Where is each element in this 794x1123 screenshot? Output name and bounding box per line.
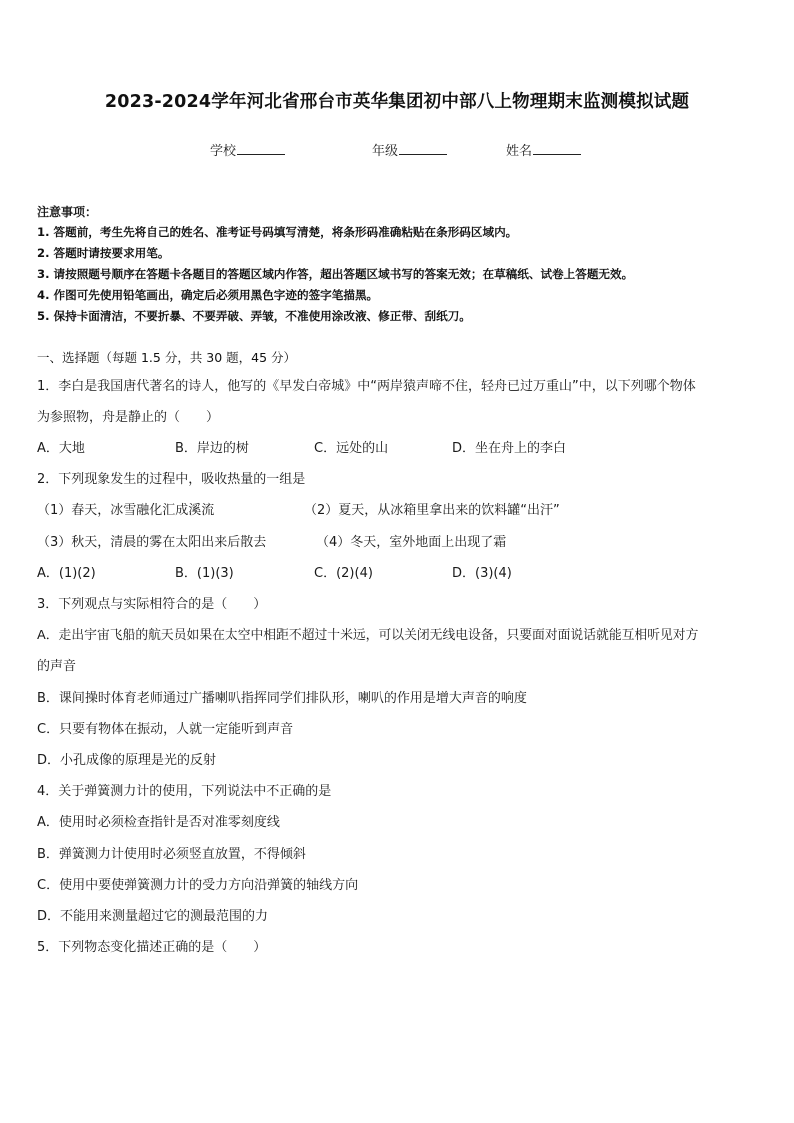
grade-blank <box>399 142 447 155</box>
name-blank <box>533 142 581 155</box>
notice-item: 2. 答题时请按要求用笔。 <box>37 246 170 260</box>
question-4-option-d: D．不能用来测量超过它的测最范围的力 <box>37 909 269 924</box>
question-1-option-b: B．岸边的树 <box>175 441 249 456</box>
question-5-stem: 5．下列物态变化描述正确的是（ ） <box>37 940 267 955</box>
notice-item: 3. 请按照题号顺序在答题卡各题目的答题区域内作答，超出答题区域书写的答案无效；在草稿纸、试卷上答题无效。 <box>37 267 634 281</box>
question-3-option-c: C．只要有物体在振动，人就一定能听到声音 <box>37 722 294 737</box>
question-4-stem: 4．关于弹簧测力计的使用，下列说法中不正确的是 <box>37 784 332 799</box>
name-field <box>506 140 581 159</box>
question-2-sub-2: （2）夏天，从冰箱里拿出来的饮料罐“出汗” <box>304 503 560 518</box>
notice-item: 5. 保持卡面清洁，不要折暴、不要弄破、弄皱，不准使用涂改液、修正带、刮纸刀。 <box>37 309 471 323</box>
page-title: 2023-2024学年河北省邢台市英华集团初中部八上物理期末监测模拟试题 <box>104 92 690 112</box>
question-3-option-b: B．课间操时体育老师通过广播喇叭指挥同学们排队形，喇叭的作用是增大声音的响度 <box>37 691 527 706</box>
question-1-option-c: C．远处的山 <box>314 441 389 456</box>
school-label: 学校 <box>210 144 237 159</box>
question-1-option-a: A．大地 <box>37 441 85 456</box>
question-2-option-b: B．(1)(3) <box>175 566 234 581</box>
section-heading: 一、选择题（每题 1.5 分，共 30 题，45 分） <box>37 350 297 365</box>
notice-item: 1. 答题前，考生先将自己的姓名、准考证号码填写清楚，将条形码准确粘贴在条形码区域内。 <box>37 225 518 239</box>
question-2-option-c: C．(2)(4) <box>314 566 373 581</box>
school-blank <box>237 142 285 155</box>
question-3-stem: 3．下列观点与实际相符合的是（ ） <box>37 597 267 612</box>
question-4-option-a: A．使用时必须检查指针是否对准零刻度线 <box>37 815 280 830</box>
grade-label: 年级 <box>372 144 399 159</box>
question-3-option-a-cont: 的声音 <box>37 659 77 674</box>
grade-field <box>372 140 447 159</box>
question-4-option-b: B．弹簧测力计使用时必须竖直放置，不得倾斜 <box>37 847 306 862</box>
question-2-option-a: A．(1)(2) <box>37 566 96 581</box>
notice-item: 4. 作图可先使用铅笔画出，确定后必须用黑色字迹的签字笔描黑。 <box>37 288 379 302</box>
question-2-sub-1: （1）春天，冰雪融化汇成溪流 <box>37 503 215 518</box>
name-label: 姓名 <box>506 144 533 159</box>
question-1-option-d: D．坐在舟上的李白 <box>452 441 567 456</box>
question-1-stem-cont: 为参照物，舟是静止的（ ） <box>37 410 220 425</box>
question-1-stem: 1．李白是我国唐代著名的诗人，他写的《早发白帝城》中“两岸猿声啼不住，轻舟已过万重山”中，以下列哪个物体 <box>37 379 696 394</box>
question-2-sub-4: （4）冬天，室外地面上出现了霜 <box>316 535 507 550</box>
question-2-stem: 2．下列现象发生的过程中，吸收热量的一组是 <box>37 472 306 487</box>
question-2-sub-3: （3）秋天，清晨的雾在太阳出来后散去 <box>37 535 267 550</box>
notice-heading: 注意事项： <box>37 205 98 219</box>
school-field <box>210 140 285 159</box>
question-4-option-c: C．使用中要使弹簧测力计的受力方向沿弹簧的轴线方向 <box>37 878 359 893</box>
question-2-option-d: D．(3)(4) <box>452 566 512 581</box>
question-3-option-d: D．小孔成像的原理是光的反射 <box>37 753 217 768</box>
question-3-option-a: A．走出宇宙飞船的航天员如果在太空中相距不超过十米远，可以关闭无线电设备，只要面对面说话就能互相听见对方 <box>37 628 699 643</box>
